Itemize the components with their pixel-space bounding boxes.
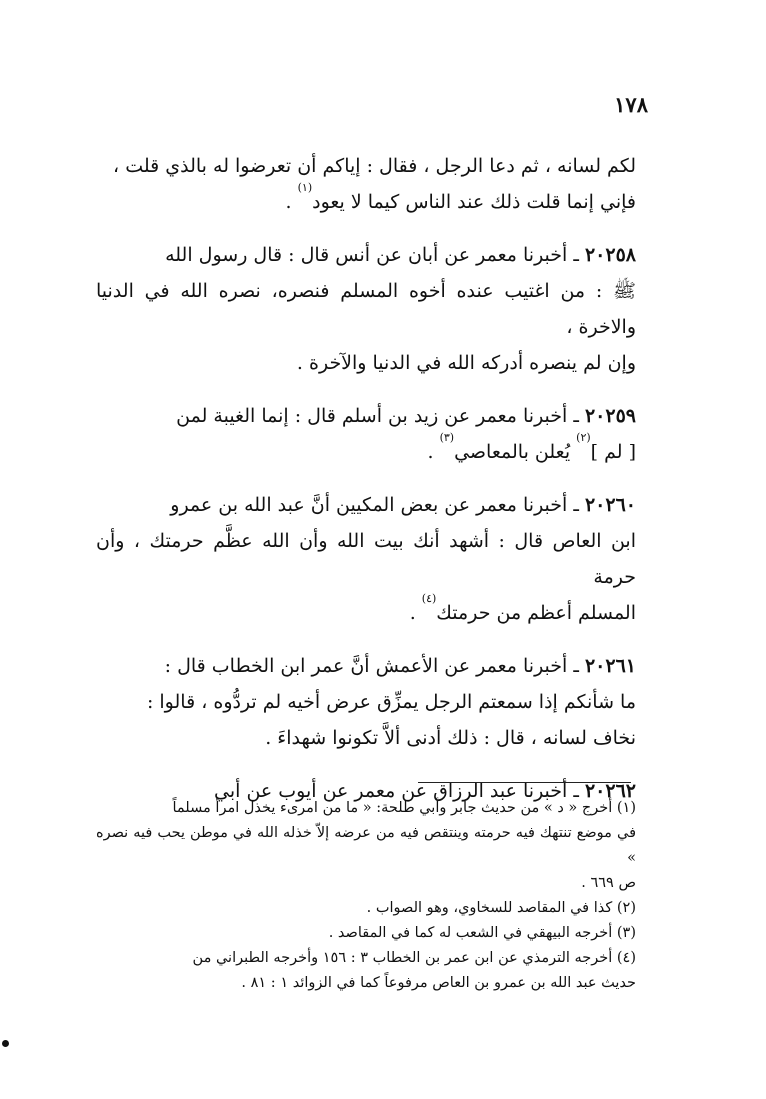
hadith-20259 [96, 398, 636, 470]
text-line: ﷺ : من اغتيب عنده أخوه المسلم فنصره، نصره الله في الدنيا والاخرة ، [96, 280, 636, 338]
text-segment: . [285, 191, 298, 213]
text-line: وإن لم ينصره أدركه الله في الدنيا والآخرة . [296, 352, 636, 374]
footnote-ref: (٣) [439, 431, 455, 444]
page-number: ١٧٨ [614, 92, 648, 117]
main-text [96, 148, 636, 826]
hadith-20260 [96, 487, 636, 631]
footnote-ref: (١) [297, 181, 313, 194]
text-line [96, 237, 636, 273]
text-segment: ـ أخبرنا معمر عن الأعمش أنَّ عمر ابن الخطاب قال : [164, 655, 585, 677]
margin-dot [2, 1040, 9, 1047]
footnote-line: ص ٦٦٩ . [581, 875, 636, 891]
text-line: ما شأنكم إذا سمعتم الرجل يمزِّق عرض أخيه لم تردُّوه ، قالوا : [146, 691, 636, 713]
continuation-paragraph [96, 148, 636, 220]
text-line [96, 592, 636, 631]
footnote-line: (٢) كذا في المقاصد للسخاوي، وهو الصواب . [366, 900, 636, 916]
footnote-line: حديث عبد الله بن عمرو بن العاص مرفوعاً كما في الزوائد ١ : ٨١ . [241, 975, 636, 991]
text-line: نخاف لسانه ، قال : ذلك أدنى ألاَّ تكونوا شهداءَ . [265, 727, 636, 749]
hadith-20261 [96, 648, 636, 756]
hadith-number: ٢٠٢٦٢ [584, 780, 636, 802]
text-segment: ـ أخبرنا معمر عن أبان عن أنس قال : قال رسول الله [165, 244, 585, 266]
text-segment: المسلم أعظم من حرمتك [436, 602, 636, 624]
footnote-divider [418, 782, 631, 783]
text-segment: ـ أخبرنا معمر عن زيد بن أسلم قال : إنما الغيبة لمن [176, 405, 585, 427]
hadith-20258 [96, 237, 636, 381]
footnotes [96, 796, 636, 996]
text-segment: [ لم ] [590, 441, 636, 463]
text-line [96, 181, 636, 220]
text-segment: يُعلن بالمعاصي [454, 441, 577, 463]
text-line [96, 431, 636, 470]
text-line [96, 648, 636, 684]
footnote-line: في موضع تنتهك فيه حرمته وينتقص فيه من عرضه إلاّ خذله الله في موطن يحب فيه نصره » [96, 825, 636, 866]
text-segment: . [427, 441, 440, 463]
text-segment: ـ أخبرنا عبد الرزاق عن معمر عن أيوب عن أبي [214, 780, 585, 802]
text-segment: فإني إنما قلت ذلك عند الناس كيما لا يعود [312, 191, 636, 213]
text-segment: . [409, 602, 422, 624]
footnote-line: (٣) أخرجه البيهقي في الشعب له كما في المقاصد . [328, 925, 636, 941]
hadith-number: ٢٠٢٥٩ [584, 405, 636, 427]
hadith-number: ٢٠٢٦٠ [584, 494, 636, 516]
hadith-number: ٢٠٢٦١ [584, 655, 636, 677]
text-segment: ـ أخبرنا معمر عن بعض المكيين أنَّ عبد الله بن عمرو [170, 494, 585, 516]
footnote-ref: (٢) [576, 431, 591, 444]
text-line: ابن العاص قال : أشهد أنك بيت الله وأن الله عظَّم حرمتك ، وأن حرمة [96, 530, 636, 588]
text-line [96, 487, 636, 523]
text-line [96, 398, 636, 434]
footnote-ref: (٤) [421, 592, 437, 605]
hadith-number: ٢٠٢٥٨ [584, 244, 636, 266]
footnote-line: (٤) أخرجه الترمذي عن ابن عمر بن الخطاب ٣ : ١٥٦ وأخرجه الطبراني من [192, 950, 636, 966]
footnote-line: (١) أخرج « د » من حديث جابر وأبي طلحة: « ما من امرىء يخذل امرأ مسلماً [172, 800, 636, 816]
text-line: لكم لسانه ، ثم دعا الرجل ، فقال : إياكم أن تعرضوا له بالذي قلت ، [113, 155, 636, 177]
